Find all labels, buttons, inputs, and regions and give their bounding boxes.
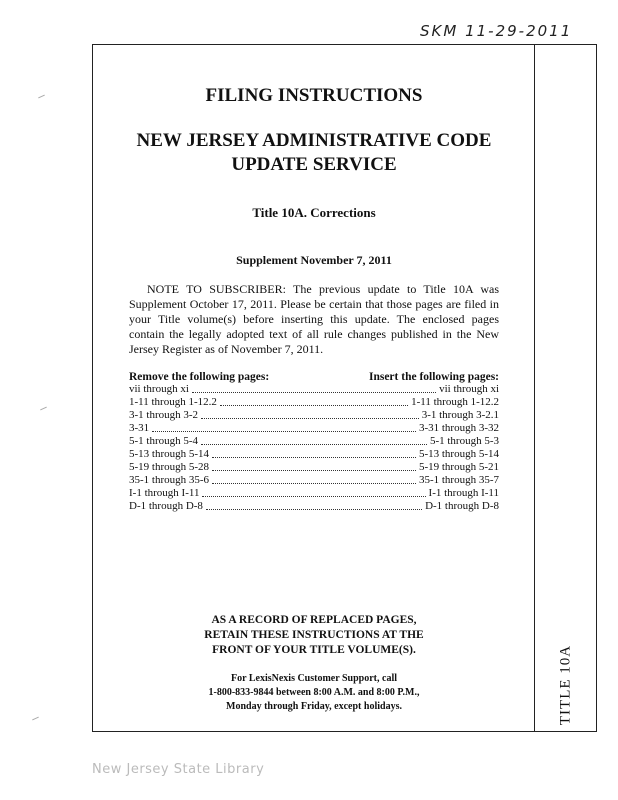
leader-dots [220, 405, 408, 406]
handwritten-note: SKM 11-29-2011 [420, 22, 573, 40]
supplement-date: Supplement November 7, 2011 [236, 253, 392, 267]
subscriber-note: NOTE TO SUBSCRIBER: The previous update to Title 10A was Supplement October 17, 2011. Please be certain that those pages are filed in your Title volume(s) before inserting this update. The enclosed pages contain the legally adopted text of all rule changes published in the New Jersey Register as of November 7, 2011. [129, 282, 499, 356]
support-line2: 1-800-833-9844 between 8:00 A.M. and 8:00 P.M., [208, 687, 420, 698]
table-row [129, 487, 499, 500]
pages-table-header [129, 371, 499, 383]
support-line1: For LexisNexis Customer Support, call [230, 673, 397, 684]
remove-pages: 5-1 through 5-4 [129, 435, 199, 447]
insert-pages: vii through xi [439, 383, 499, 395]
leader-dots [206, 509, 422, 510]
table-row [129, 461, 499, 474]
side-tab [534, 45, 596, 731]
support-line3: Monday through Friday, except holidays. [226, 701, 402, 712]
title-subheading: Title 10A. Corrections [252, 205, 376, 220]
insert-pages: D-1 through D-8 [425, 500, 499, 512]
remove-pages: 3-1 through 3-2 [129, 409, 199, 421]
pages-table [129, 383, 499, 513]
table-row [129, 396, 499, 409]
table-row [129, 500, 499, 513]
insert-pages: 1-11 through 1-12.2 [411, 396, 499, 408]
leader-dots [212, 470, 416, 471]
document-frame [92, 44, 597, 732]
remove-pages: I-1 through I-11 [129, 487, 200, 499]
code-heading-line1: NEW JERSEY ADMINISTRATIVE CODE [136, 130, 492, 151]
scan-mark [32, 717, 39, 721]
remove-pages: 1-11 through 1-12.2 [129, 396, 217, 408]
leader-dots [201, 444, 427, 445]
record-line2: RETAIN THESE INSTRUCTIONS AT THE [204, 629, 424, 641]
code-heading-line2: UPDATE SERVICE [231, 154, 397, 175]
main-content [129, 45, 499, 714]
remove-pages: vii through xi [129, 383, 189, 395]
leader-dots [202, 496, 425, 497]
remove-pages: 35-1 through 35-6 [129, 474, 210, 486]
insert-pages: 3-31 through 3-32 [418, 422, 499, 434]
table-row [129, 383, 499, 396]
table-row [129, 435, 499, 448]
leader-dots [152, 431, 416, 432]
insert-pages: 5-1 through 5-3 [429, 435, 499, 447]
remove-pages: 5-13 through 5-14 [129, 448, 210, 460]
insert-pages: 3-1 through 3-2.1 [421, 409, 499, 421]
leader-dots [192, 392, 436, 393]
insert-header: Insert the following pages: [368, 371, 499, 383]
remove-header: Remove the following pages: [129, 371, 270, 383]
leader-dots [212, 457, 416, 458]
side-tab-label: TITLE 10A [557, 644, 573, 726]
table-row [129, 474, 499, 487]
remove-pages: D-1 through D-8 [129, 500, 203, 512]
table-row [129, 422, 499, 435]
page-title: FILING INSTRUCTIONS [205, 85, 423, 106]
table-row [129, 448, 499, 461]
insert-pages: 5-19 through 5-21 [418, 461, 499, 473]
remove-pages: 5-19 through 5-28 [129, 461, 210, 473]
insert-pages: 35-1 through 35-7 [418, 474, 499, 486]
scan-mark [40, 407, 47, 411]
record-line3: FRONT OF YOUR TITLE VOLUME(S). [212, 644, 416, 656]
scan-mark [38, 95, 45, 99]
insert-pages: 5-13 through 5-14 [418, 448, 499, 460]
library-stamp: New Jersey State Library [92, 762, 265, 777]
record-line1: AS A RECORD OF REPLACED PAGES, [211, 614, 417, 626]
remove-pages: 3-31 [129, 422, 150, 434]
leader-dots [201, 418, 419, 419]
record-instructions [129, 613, 499, 658]
customer-support [129, 672, 499, 714]
leader-dots [212, 483, 416, 484]
code-heading [129, 129, 499, 177]
insert-pages: I-1 through I-11 [428, 487, 499, 499]
table-row [129, 409, 499, 422]
